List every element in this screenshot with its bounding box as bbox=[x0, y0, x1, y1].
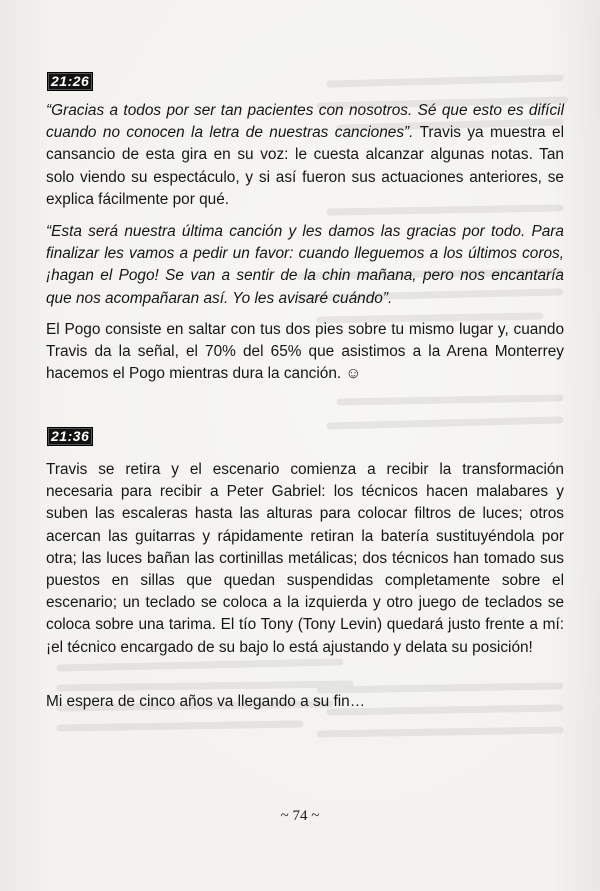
page-number: ~ 74 ~ bbox=[280, 808, 320, 824]
body-text: Mi espera de cinco años va llegando a su fin… bbox=[46, 693, 366, 710]
paragraph bbox=[46, 221, 564, 310]
paragraph bbox=[46, 459, 564, 659]
time-stamp-badge: 21:36 bbox=[47, 427, 93, 446]
paragraph bbox=[46, 319, 564, 386]
body-text: Travis se retira y el escenario comienza a recibir la transformación necesaria para recibir a Peter Gabriel: los técnicos hacen malabares y suben las escaleras hasta las alturas para colocar filtros de luces; otros acercan las guitarras y rápidamente retiran la batería sustituyéndola por otra; las luces bañan las cortinillas metálicas; dos técnicos han tomado sus puestos en sillas que quedan suspendidas completamente sobre el escenario; un teclado se coloca a la izquierda y otro juego de teclados se coloca sobre una tarima. El tío Tony (Tony Levin) quedará justo frente a mí: ¡el técnico encargado de su bajo lo está ajustando y delata su posición! bbox=[46, 461, 564, 656]
time-stamp-badge: 21:26 bbox=[47, 72, 93, 91]
quote-text: “Gracias a todos por ser tan pacientes con nosotros. Sé que esto es difícil cuando no conocen la letra de nuestras canciones”. bbox=[46, 102, 564, 142]
paragraph bbox=[46, 691, 564, 713]
body-text: El Pogo consiste en saltar con tus dos pies sobre tu mismo lugar y, cuando Travis da la señal, el 70% del 65% que asistimos a la Arena Monterrey hacemos el Pogo mientras dura la canción. ☺ bbox=[46, 321, 564, 383]
paragraph bbox=[46, 100, 564, 211]
quote-text: “Esta será nuestra última canción y les damos las gracias por todo. Para finalizar les vamos a pedir un favor: cuando lleguemos a los últimos coros, ¡hagan el Pogo! Se van a sentir de la chin mañana, pero nos encantaría que nos acompañaran así. Yo les avisaré cuándo”. bbox=[46, 223, 564, 307]
body-text: Travis ya muestra el cansancio de esta gira en su voz: le cuesta alcanzar algunas notas. Tan solo viendo su espectáculo, y si así fueron sus actuaciones anteriores, se explica fácilmente por qué. bbox=[46, 124, 564, 208]
